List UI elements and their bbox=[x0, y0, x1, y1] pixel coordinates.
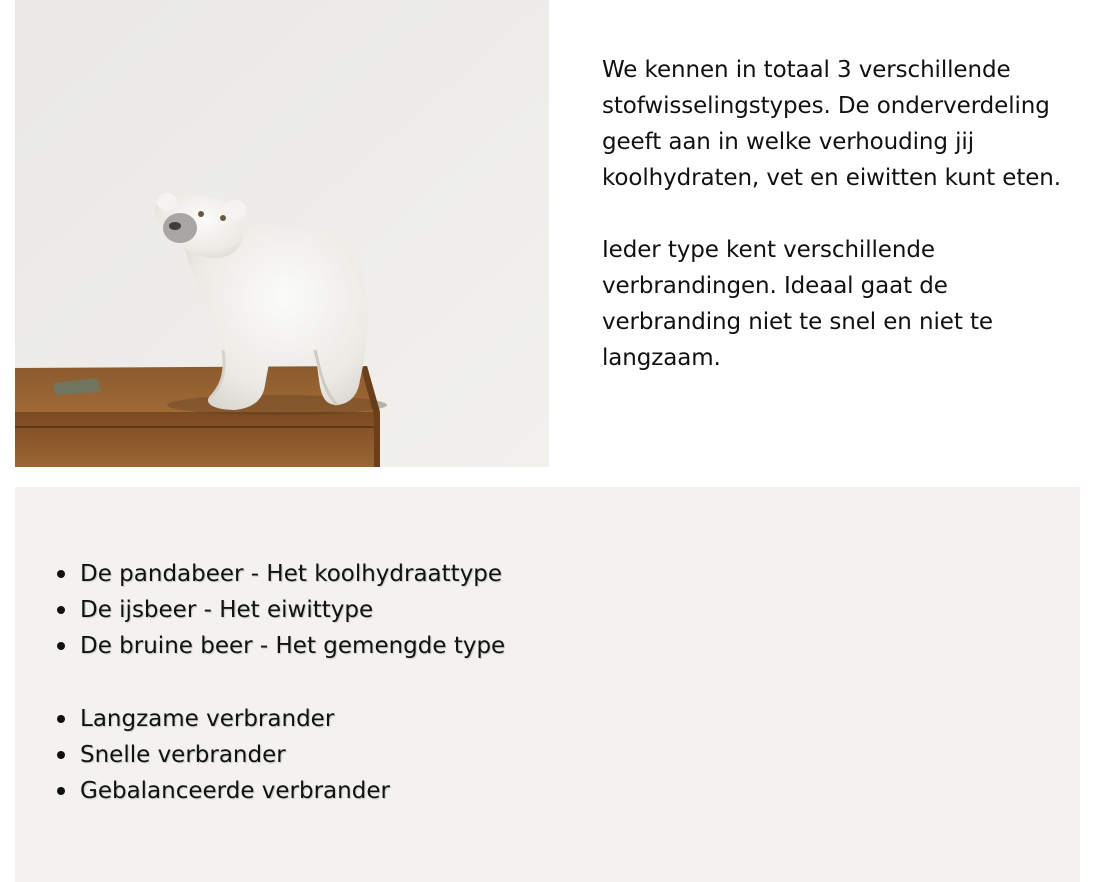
bullet-icon bbox=[57, 642, 65, 650]
list-item-label: De ijsbeer - Het eiwittype bbox=[80, 597, 374, 623]
bullet-icon bbox=[57, 606, 65, 614]
list-item bbox=[15, 737, 390, 773]
types-panel bbox=[15, 487, 1080, 882]
bullet-icon bbox=[57, 787, 65, 795]
metabolism-types-list bbox=[15, 556, 505, 664]
list-item bbox=[15, 556, 505, 592]
polar-bear-figurine-photo bbox=[15, 0, 549, 467]
list-item-label: De pandabeer - Het koolhydraattype bbox=[80, 561, 503, 587]
intro-paragraph-burn-rates: Ieder type kent verschillende verbrandingen. Ideaal gaat de verbranding niet te snel en niet te langzaam. bbox=[602, 237, 993, 371]
list-item bbox=[15, 773, 390, 809]
list-item-label: De bruine beer - Het gemengde type bbox=[80, 633, 506, 659]
bullet-icon bbox=[57, 715, 65, 723]
list-item-label: Snelle verbrander bbox=[80, 742, 286, 768]
list-item bbox=[15, 701, 390, 737]
bullet-icon bbox=[57, 570, 65, 578]
list-item bbox=[15, 592, 505, 628]
list-item-label: Gebalanceerde verbrander bbox=[80, 778, 390, 804]
burner-types-list bbox=[15, 701, 390, 809]
list-item bbox=[15, 628, 505, 664]
intro-paragraph-metabolism-types: We kennen in totaal 3 verschillende stofwisselingstypes. De onderverdeling geeft aan in welke verhouding jij koolhydraten, vet en eiwitten kunt eten. bbox=[602, 57, 1061, 191]
bullet-icon bbox=[57, 751, 65, 759]
list-item-label: Langzame verbrander bbox=[80, 706, 335, 732]
intro-text bbox=[602, 52, 1062, 376]
